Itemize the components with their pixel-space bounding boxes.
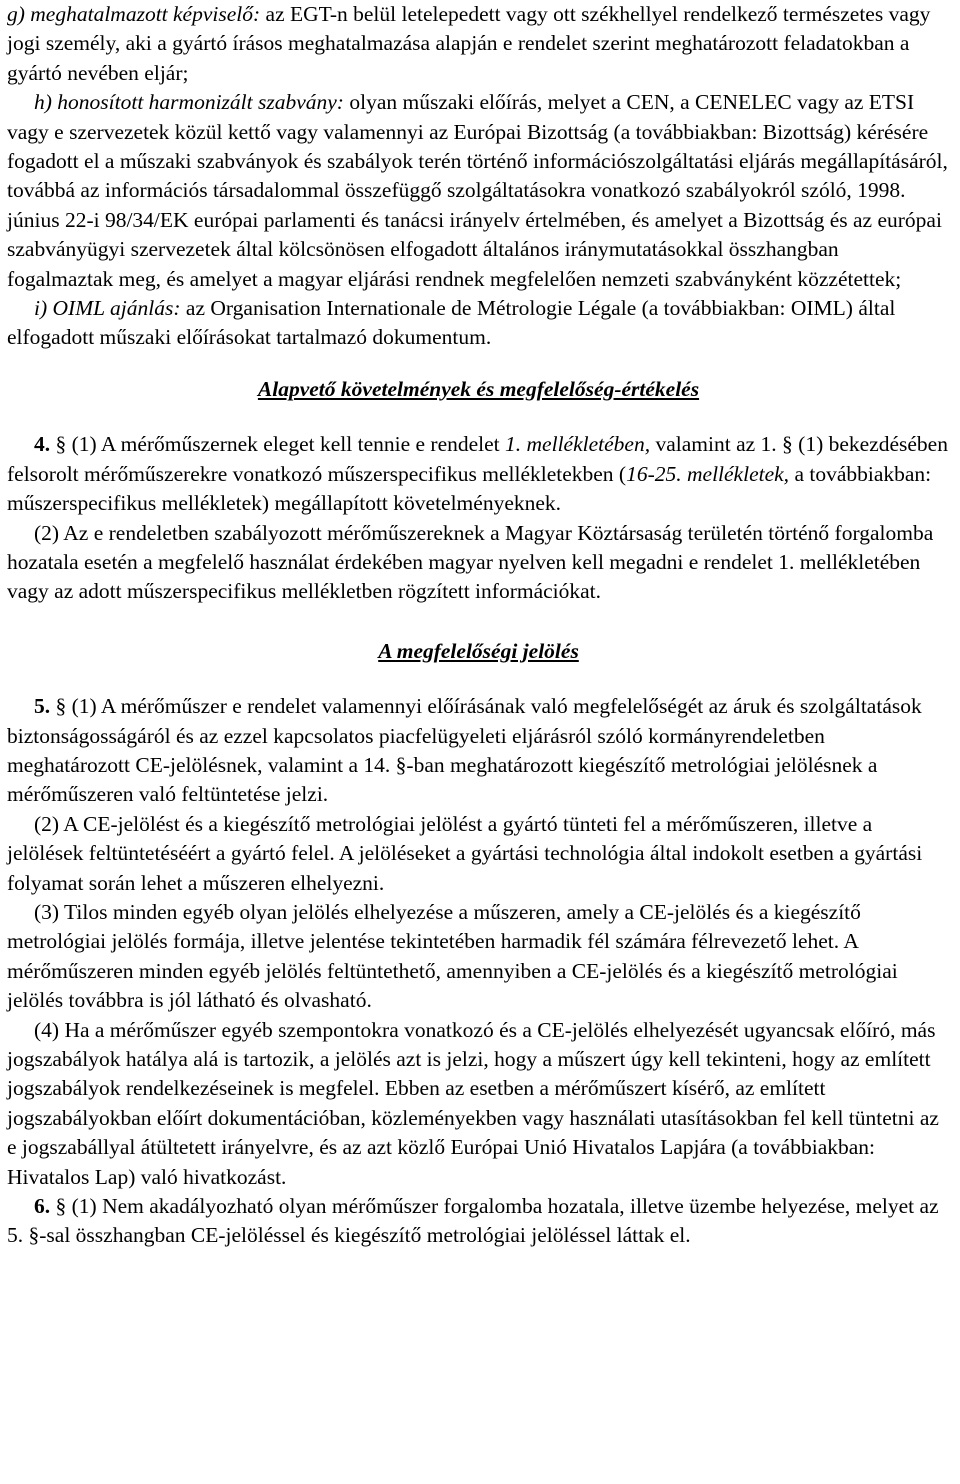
definition-h-label: h) honosított harmonizált szabvány: [34, 90, 344, 115]
paragraph-4-text-a: § (1) A mérőműszernek eleget kell tennie e rendelet [50, 432, 506, 457]
definition-h-text: olyan műszaki előírás, melyet a CEN, a CENELEC vagy az ETSI vagy e szervezetek közül kettő vagy valamennyi az Európai Bizottság (a továbbiakban: Bizottság) kérésére fogadott el a műszaki szabványok és szabályok terén történő információszolgáltatási eljárás megállapításáról, továbbá az információs társadalommal összefüggő szolgáltatásokra vonatkozó szabályokról szóló, 1998. június 22-i 98/34/EK európai parlamenti és tanácsi irányelv értelmében, és amelyet a Bizottság és az európai szabványügyi szervezetek által kölcsönösen elfogadott általános iránymutatásokkal összhangban fogalmaztak meg, és amelyet a magyar eljárási rendnek megfelelően nemzeti szabványként közzétettek; [7, 90, 948, 291]
paragraph-5-1-text: § (1) A mérőműszer e rendelet valamennyi előírásának való megfelelőségét az áruk és szolgáltatások biztonságosságáról és az ezzel kapcsolatos piacfelügyeleti eljárásról szóló kormányrendeletben meghatározott CE-jelölésnek, valamint a 14. §-ban meghatározott kiegészítő metrológiai jelölésnek a mérőműszeren való feltüntetése jelzi. [7, 694, 922, 807]
definition-i-label: i) OIML ajánlás: [34, 296, 181, 321]
paragraph-4-text-d: 16-25. mellékletek, [626, 461, 790, 486]
paragraph-4-number: 4. [34, 432, 51, 457]
paragraph-6-1-text: § (1) Nem akadályozható olyan mérőműszer forgalomba hozatala, illetve üzembe helyezése, melyet az 5. §-sal összhangban CE-jelöléssel és kiegészítő metrológiai jelöléssel láttak el. [7, 1194, 939, 1248]
paragraph-4-2: (2) Az e rendeletben szabályozott mérőműszereknek a Magyar Köztársaság területén történő forgalomba hozatala esetén a megfelelő használat érdekében magyar nyelven kell megadni e rendelet 1. mellékletében vagy az adott műszerspecifikus mellékletben rögzített információkat. [7, 520, 934, 604]
paragraph-6-1 [7, 1192, 950, 1251]
definition-h [7, 88, 950, 294]
definition-g [7, 0, 950, 88]
paragraph-4-1 [7, 430, 950, 518]
paragraph-5-4: (4) Ha a mérőműszer egyéb szempontokra vonatkozó és a CE-jelölés elhelyezését ugyancsak előíró, más jogszabályok hatálya alá is tartozik, a jelölés azt is jelzi, hogy a műszert úgy kell tekinteni, hogy az említett jogszabályok rendelkezéseinek is megfelel. Ebben az esetben a mérőműszert kísérő, az említett jogszabályokban előírt dokumentációban, közleményekben vagy használati utasításokban fel kell tüntetni az e jogszabállyal átültetett irányelvre, és az azt közlő Európai Unió Hivatalos Lapjára (a továbbiakban: Hivatalos Lap) való hivatkozást. [7, 1017, 939, 1189]
definition-i [7, 294, 950, 353]
paragraph-4-text-b: 1. mellékletében, [505, 432, 651, 457]
paragraph-5-2: (2) A CE-jelölést és a kiegészítő metrológiai jelölést a gyártó tünteti fel a mérőműszeren, illetve a jelölések feltüntetéséért a gyártó felel. A jelöléseket a gyártási technológia által indokolt esetben a gyártási folyamat során lehet a műszeren elhelyezni. [7, 811, 923, 895]
paragraph-6-number: 6. [34, 1194, 51, 1219]
paragraph-5-1 [7, 692, 950, 810]
paragraph-5-3: (3) Tilos minden egyéb olyan jelölés elhelyezése a műszeren, amely a CE-jelölés és a kiegészítő metrológiai jelölés formája, illetve jelentése tekintetében harmadik fél számára félrevezető lehet. A mérőműszeren minden egyéb jelölés feltüntethető, amennyiben a CE-jelölés és a kiegészítő metrológiai jelölés továbbra is jól látható és olvasható. [7, 899, 898, 1013]
definition-g-label: g) meghatalmazott képviselő: [7, 2, 261, 26]
paragraph-5-number: 5. [34, 694, 51, 719]
section-heading-conformity-marking: A megfelelőségi jelölés [378, 638, 579, 663]
definition-i-text: az Organisation Internationale de Métrologie Légale (a továbbiakban: OIML) által elfogadott műszaki előírásokat tartalmazó dokumentum. [7, 296, 896, 350]
section-heading-essential-requirements: Alapvető követelmények és megfelelőség-értékelés [257, 376, 700, 401]
paragraph-4-text-e: a továbbiakban: műszerspecifikus mellékletek) megállapított követelményeknek. [7, 461, 932, 516]
paragraph-4-text-c: valamint az 1. § (1) bekezdésében felsorolt mérőműszerekre vonatkozó műszerspecifikus mellékletekben ( [7, 432, 948, 486]
definition-g-text: az EGT-n belül letelepedett vagy ott székhellyel rendelkező természetes vagy jogi személy, aki a gyártó írásos meghatalmazása alapján e rendelet szerint meghatározott feladatokban a gyártó nevében eljár; [7, 2, 931, 85]
